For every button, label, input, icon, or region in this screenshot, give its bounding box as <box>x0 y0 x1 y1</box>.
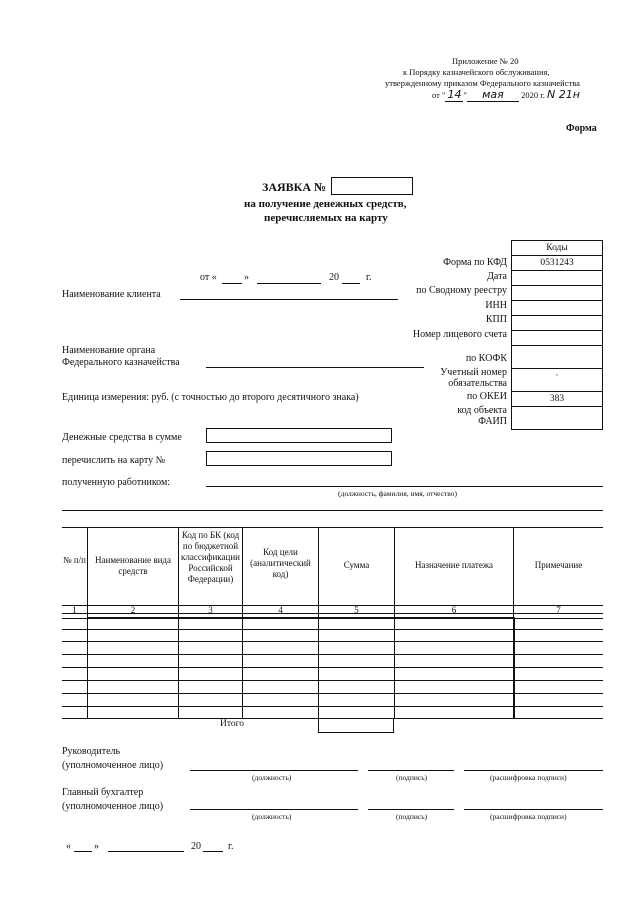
page-title: ЗАЯВКА № <box>262 180 327 194</box>
label-uchet1: Учетный номер <box>440 367 507 378</box>
th-num: № п/п <box>63 555 86 565</box>
appendix-line3: утвержденному приказом Федерального казначейства <box>385 78 580 88</box>
code-date[interactable] <box>512 270 602 285</box>
label-units: Единица измерения: руб. (с точностью до второго десятичного знака) <box>62 392 359 403</box>
date-year: 20 <box>329 272 339 283</box>
label-forma-kfd: Форма по КФД <box>443 257 507 268</box>
appendix-line4: от " 14 " мая 2020 г. N 21н <box>432 88 580 101</box>
label-faip1: код объекта <box>457 405 507 416</box>
footer-year-line[interactable] <box>203 851 223 852</box>
label-organ2: Федерального казначейства <box>62 357 180 368</box>
card-field[interactable] <box>206 451 392 466</box>
form-label: Форма <box>566 123 597 134</box>
label-svod: по Сводному реестру <box>416 285 507 296</box>
head-decode-hint: (расшифровка подписи) <box>490 773 567 782</box>
acc-position-line[interactable] <box>190 809 358 810</box>
label-kofk: по КОФК <box>465 353 507 364</box>
head-signature-hint: (подпись) <box>396 773 428 782</box>
total-sum-field[interactable] <box>318 718 394 733</box>
th-purpose: Назначение платежа <box>414 560 494 570</box>
sig-head1: Руководитель <box>62 746 121 757</box>
th-bk: Код по БК (код по бюджетной классификации Российской Федерации) <box>181 530 240 584</box>
code-svod[interactable] <box>512 285 602 300</box>
footer-g: г. <box>228 841 234 852</box>
divider-line <box>62 510 603 511</box>
appendix-line1: Приложение № 20 <box>452 56 519 66</box>
col-num-6: 6 <box>451 605 457 615</box>
title-sub2: перечисляемых на карту <box>264 212 388 224</box>
head-decode-line[interactable] <box>464 770 603 771</box>
payments-table <box>62 527 603 727</box>
head-position-hint: (должность) <box>252 773 292 782</box>
appendix-order-number: N 21н <box>546 88 580 101</box>
label-account: Номер лицевого счета <box>412 329 507 340</box>
label-kpp: КПП <box>485 314 507 325</box>
label-organ1: Наименование органа <box>62 345 156 356</box>
label-okei: по ОКЕИ <box>466 391 507 402</box>
label-uchet2: обязательства <box>448 378 507 389</box>
code-faip[interactable] <box>512 406 602 429</box>
table-body[interactable] <box>87 617 515 719</box>
title-sub1: на получение денежных средств, <box>244 198 407 210</box>
code-inn[interactable] <box>512 300 602 315</box>
request-number-field[interactable] <box>331 177 413 195</box>
appendix-from: от " <box>432 90 446 100</box>
worker-line[interactable] <box>206 486 603 487</box>
col-num-5: 5 <box>354 605 359 615</box>
head-signature-line[interactable] <box>368 770 454 771</box>
label-client: Наименование клиента <box>62 289 161 300</box>
appendix-day: 14 <box>447 88 462 101</box>
footer-day-line[interactable] <box>74 851 92 852</box>
col-num-7: 7 <box>556 605 561 615</box>
codes-box <box>511 240 603 430</box>
sig-head2: (уполномоченное лицо) <box>62 760 164 771</box>
code-okei[interactable]: 383 <box>512 391 602 406</box>
acc-signature-hint: (подпись) <box>396 812 428 821</box>
worker-hint: (должность, фамилия, имя, отчество) <box>338 489 458 498</box>
footer-month-line[interactable] <box>108 851 184 852</box>
date-year-line[interactable] <box>342 283 360 284</box>
acc-position-hint: (должность) <box>252 812 292 821</box>
code-kofk[interactable] <box>512 345 602 368</box>
date-day-line[interactable] <box>222 283 242 284</box>
acc-decode-hint: (расшифровка подписи) <box>490 812 567 821</box>
footer-open-quote: « <box>66 841 71 852</box>
date-close-quote: » <box>244 272 249 283</box>
th-goal: Код цели (аналитический код) <box>250 547 311 579</box>
appendix-month: мая <box>467 88 519 102</box>
sig-acc1: Главный бухгалтер <box>62 787 144 798</box>
sum-field[interactable] <box>206 428 392 443</box>
head-position-line[interactable] <box>190 770 358 771</box>
code-uchet[interactable]: · <box>512 368 602 391</box>
label-inn: ИНН <box>485 300 507 311</box>
total-label: Итого <box>219 719 245 729</box>
col-num-1: 1 <box>72 605 77 615</box>
th-note: Примечание <box>534 560 583 570</box>
col-num-3: 3 <box>208 605 213 615</box>
code-account[interactable] <box>512 330 602 345</box>
col-num-4: 4 <box>278 605 283 615</box>
label-date: Дата <box>487 271 507 282</box>
appendix-year: 2020 г. <box>521 90 545 100</box>
footer-close-quote: » <box>94 841 99 852</box>
sig-acc2: (уполномоченное лицо) <box>62 801 164 812</box>
th-type: Наименование вида средств <box>95 555 171 576</box>
code-kfd[interactable]: 0531243 <box>512 255 602 270</box>
date-g: г. <box>366 272 372 283</box>
client-line[interactable] <box>180 299 398 300</box>
acc-decode-line[interactable] <box>464 809 603 810</box>
label-card: перечислить на карту № <box>62 455 166 466</box>
date-from: от « <box>200 272 217 283</box>
label-worker: полученную работником: <box>62 477 171 488</box>
appendix-line2: к Порядку казначейского обслуживания, <box>403 67 550 77</box>
codes-header: Коды <box>546 243 568 253</box>
date-month-line[interactable] <box>257 283 321 284</box>
th-sum: Сумма <box>343 560 370 570</box>
footer-year: 20 <box>191 841 201 852</box>
label-faip2: ФАИП <box>478 416 507 427</box>
label-sum: Денежные средства в сумме <box>62 432 182 443</box>
organ-line[interactable] <box>206 367 424 368</box>
acc-signature-line[interactable] <box>368 809 454 810</box>
code-kpp[interactable] <box>512 315 602 330</box>
col-num-2: 2 <box>130 605 136 615</box>
